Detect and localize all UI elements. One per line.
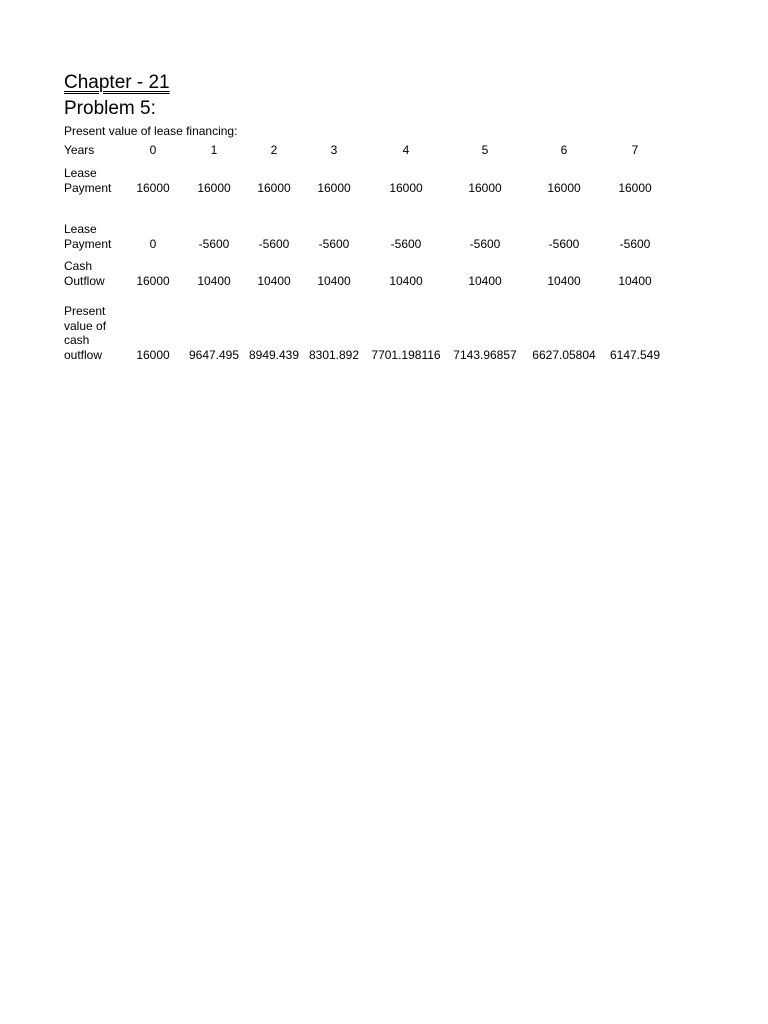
cell-year-5: 5 [481, 143, 489, 157]
row-label [64, 222, 111, 251]
cell-year-6: 16000 [547, 180, 581, 195]
row-label [64, 166, 111, 195]
cell-year-3: 10400 [317, 273, 351, 288]
cell-year-0: 16000 [136, 347, 170, 362]
cell-year-3: 8301.892 [308, 347, 360, 362]
row-label-line: Payment [64, 236, 112, 251]
cell-year-2: 10400 [257, 273, 291, 288]
row-label-line: Payment [64, 180, 112, 195]
cell-year-6: -5600 [548, 236, 580, 251]
cell-year-7: -5600 [619, 236, 651, 251]
cell-year-0: 0 [149, 143, 157, 157]
row-label [64, 304, 106, 362]
cell-year-5: 7143.96857 [453, 347, 517, 362]
row-label-line: cash [64, 333, 90, 347]
row-label-line: Present [64, 304, 106, 318]
cell-year-4: -5600 [390, 236, 422, 251]
section-subtitle: Present value of lease financing: [64, 124, 238, 138]
cell-year-0: 0 [149, 236, 157, 251]
cell-year-1: 1 [210, 143, 218, 157]
cell-year-2: 2 [270, 143, 278, 157]
cell-year-7: 16000 [618, 180, 652, 195]
cell-year-4: 16000 [389, 180, 423, 195]
row-label-line: Lease [64, 166, 97, 180]
cell-year-4: 10400 [389, 273, 423, 288]
cell-year-5: 10400 [468, 273, 502, 288]
cell-year-6: 6627.05804 [532, 347, 596, 362]
cell-year-6: 10400 [547, 273, 581, 288]
cell-year-1: -5600 [198, 236, 230, 251]
cell-year-1: 9647.495 [188, 347, 240, 362]
chapter-title: Chapter - 21 [64, 72, 170, 93]
row-label-line: value of [64, 318, 107, 333]
cell-year-5: -5600 [469, 236, 501, 251]
cell-year-3: -5600 [318, 236, 350, 251]
cell-year-0: 16000 [136, 180, 170, 195]
cell-year-6: 6 [560, 143, 568, 157]
row-label-line: Years [64, 143, 95, 157]
cell-year-2: 8949.439 [248, 347, 300, 362]
cell-year-5: 16000 [468, 180, 502, 195]
cell-year-7: 7 [631, 143, 639, 157]
cell-year-7: 6147.549 [609, 347, 661, 362]
cell-year-7: 10400 [618, 273, 652, 288]
row-label [64, 143, 94, 158]
cell-year-4: 7701.198116 [371, 347, 441, 362]
row-label-line: outflow [64, 347, 103, 362]
cell-year-2: -5600 [258, 236, 290, 251]
cell-year-1: 10400 [197, 273, 231, 288]
cell-year-0: 16000 [136, 273, 170, 288]
row-label [64, 259, 105, 288]
cell-year-4: 4 [402, 143, 410, 157]
row-label-line: Cash [64, 259, 93, 273]
problem-title: Problem 5: [64, 98, 156, 119]
row-label-line: Outflow [64, 273, 105, 288]
cell-year-2: 16000 [257, 180, 291, 195]
cell-year-1: 16000 [197, 180, 231, 195]
row-label-line: Lease [64, 222, 97, 236]
cell-year-3: 3 [330, 143, 338, 157]
cell-year-3: 16000 [317, 180, 351, 195]
